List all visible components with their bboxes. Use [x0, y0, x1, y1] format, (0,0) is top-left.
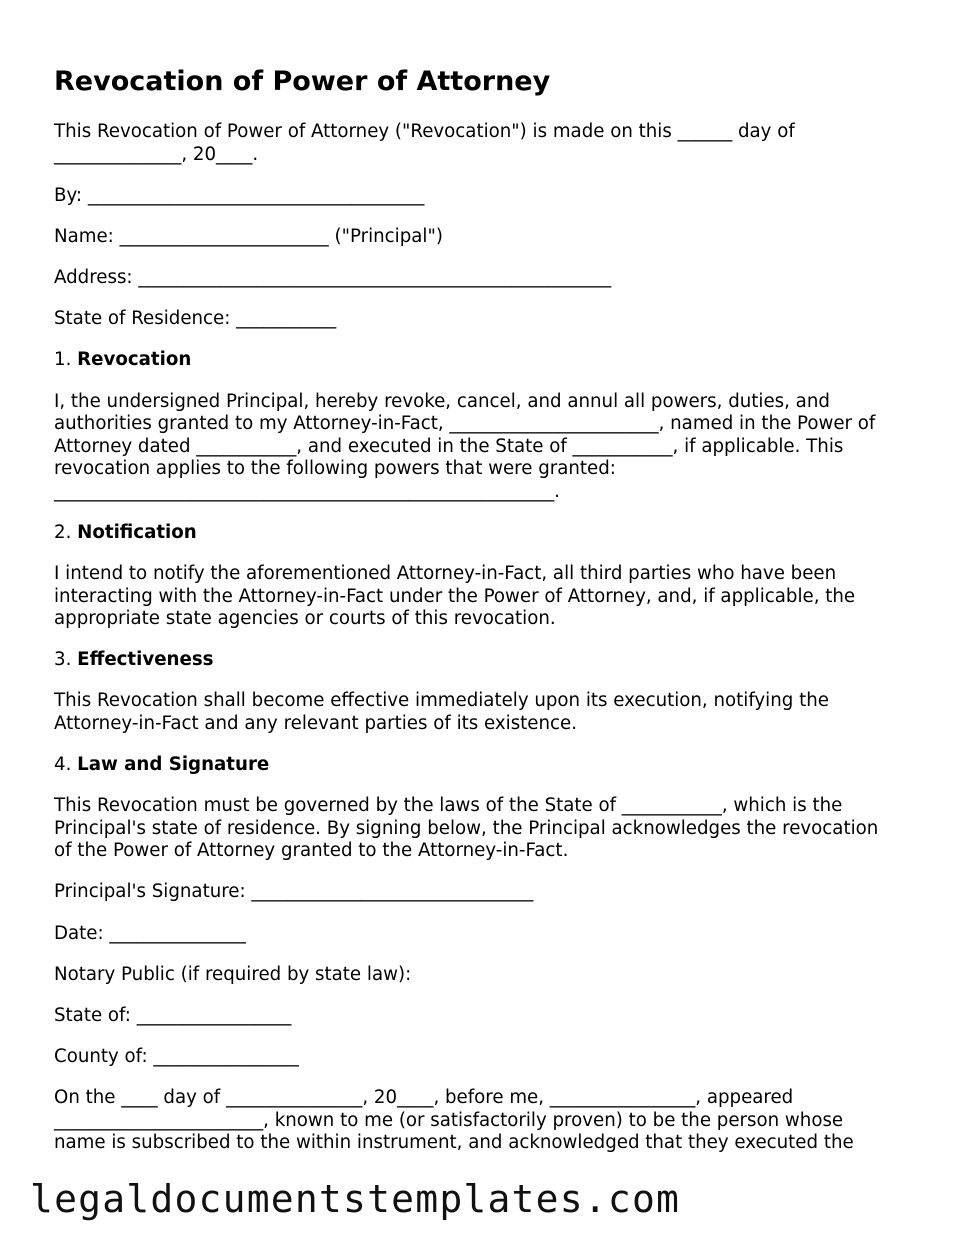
section-title: Effectiveness	[77, 649, 214, 671]
section-body-law-and-signature: This Revocation must be governed by the laws of the State of ___________, which is the Principal's state of residence. By signing below, the Principal acknowledges the revocation of the Power of Attorney granted to the Attorney-in-Fact.	[54, 795, 879, 862]
document-page	[54, 62, 924, 1162]
section-heading-notification	[54, 522, 924, 545]
section-number: 2.	[54, 521, 72, 543]
section-heading-law-and-signature	[54, 754, 924, 777]
section-title: Revocation	[77, 349, 192, 371]
section-body-effectiveness: This Revocation shall become effective immediately upon its execution, notifying the Attorney-in-Fact and any relevant parties of its existence.	[54, 690, 829, 734]
address-field: Address: ____________________________________________________	[54, 267, 612, 289]
section-title: Law and Signature	[77, 754, 270, 776]
watermark-text: legaldocumentstemplates.com	[30, 1177, 681, 1221]
section-title: Notification	[77, 521, 197, 543]
county-of-field: County of: ________________	[54, 1046, 299, 1068]
section-body-revocation: I, the undersigned Principal, hereby revoke, cancel, and annul all powers, duties, and authorities granted to my Attorney-in-Fact, _______________________, named in the Power of Attorney dated ___________, and executed in the State of ___________, if applicable. This revocation applies to the following powers that were granted: _______________________________________________________.	[54, 390, 876, 502]
section-number: 1.	[54, 349, 72, 371]
section-body-notification: I intend to notify the aforementioned Attorney-in-Fact, all third parties who have been interacting with the Attorney-in-Fact under the Power of Attorney, and, if applicable, the appropriate state agencies or courts of this revocation.	[54, 563, 856, 629]
section-number: 4.	[54, 754, 72, 776]
name-field: Name: _______________________ ("Principal")	[54, 225, 443, 247]
state-of-residence-field: State of Residence: ___________	[54, 308, 337, 330]
date-field: Date: _______________	[54, 922, 246, 944]
acknowledgment-paragraph: On the ____ day of _______________, 20____, before me, ________________, appeared _______________________, known to me (or satisfactorily proven) to be the person whose name is subscribed to the within instrument, and acknowledged that they executed the	[54, 1087, 854, 1154]
by-field: By: _____________________________________	[54, 184, 425, 206]
section-heading-effectiveness	[54, 649, 924, 672]
notary-note: Notary Public (if required by state law):	[54, 963, 412, 985]
document-title: Revocation of Power of Attorney	[54, 66, 551, 97]
principal-signature-field: Principal's Signature: _______________________________	[54, 881, 534, 903]
state-of-field: State of: _________________	[54, 1005, 292, 1026]
section-number: 3.	[54, 649, 72, 671]
intro-paragraph: This Revocation of Power of Attorney ("Revocation") is made on this ______ day of ______________, 20____.	[54, 121, 795, 165]
section-heading-revocation	[54, 349, 924, 372]
